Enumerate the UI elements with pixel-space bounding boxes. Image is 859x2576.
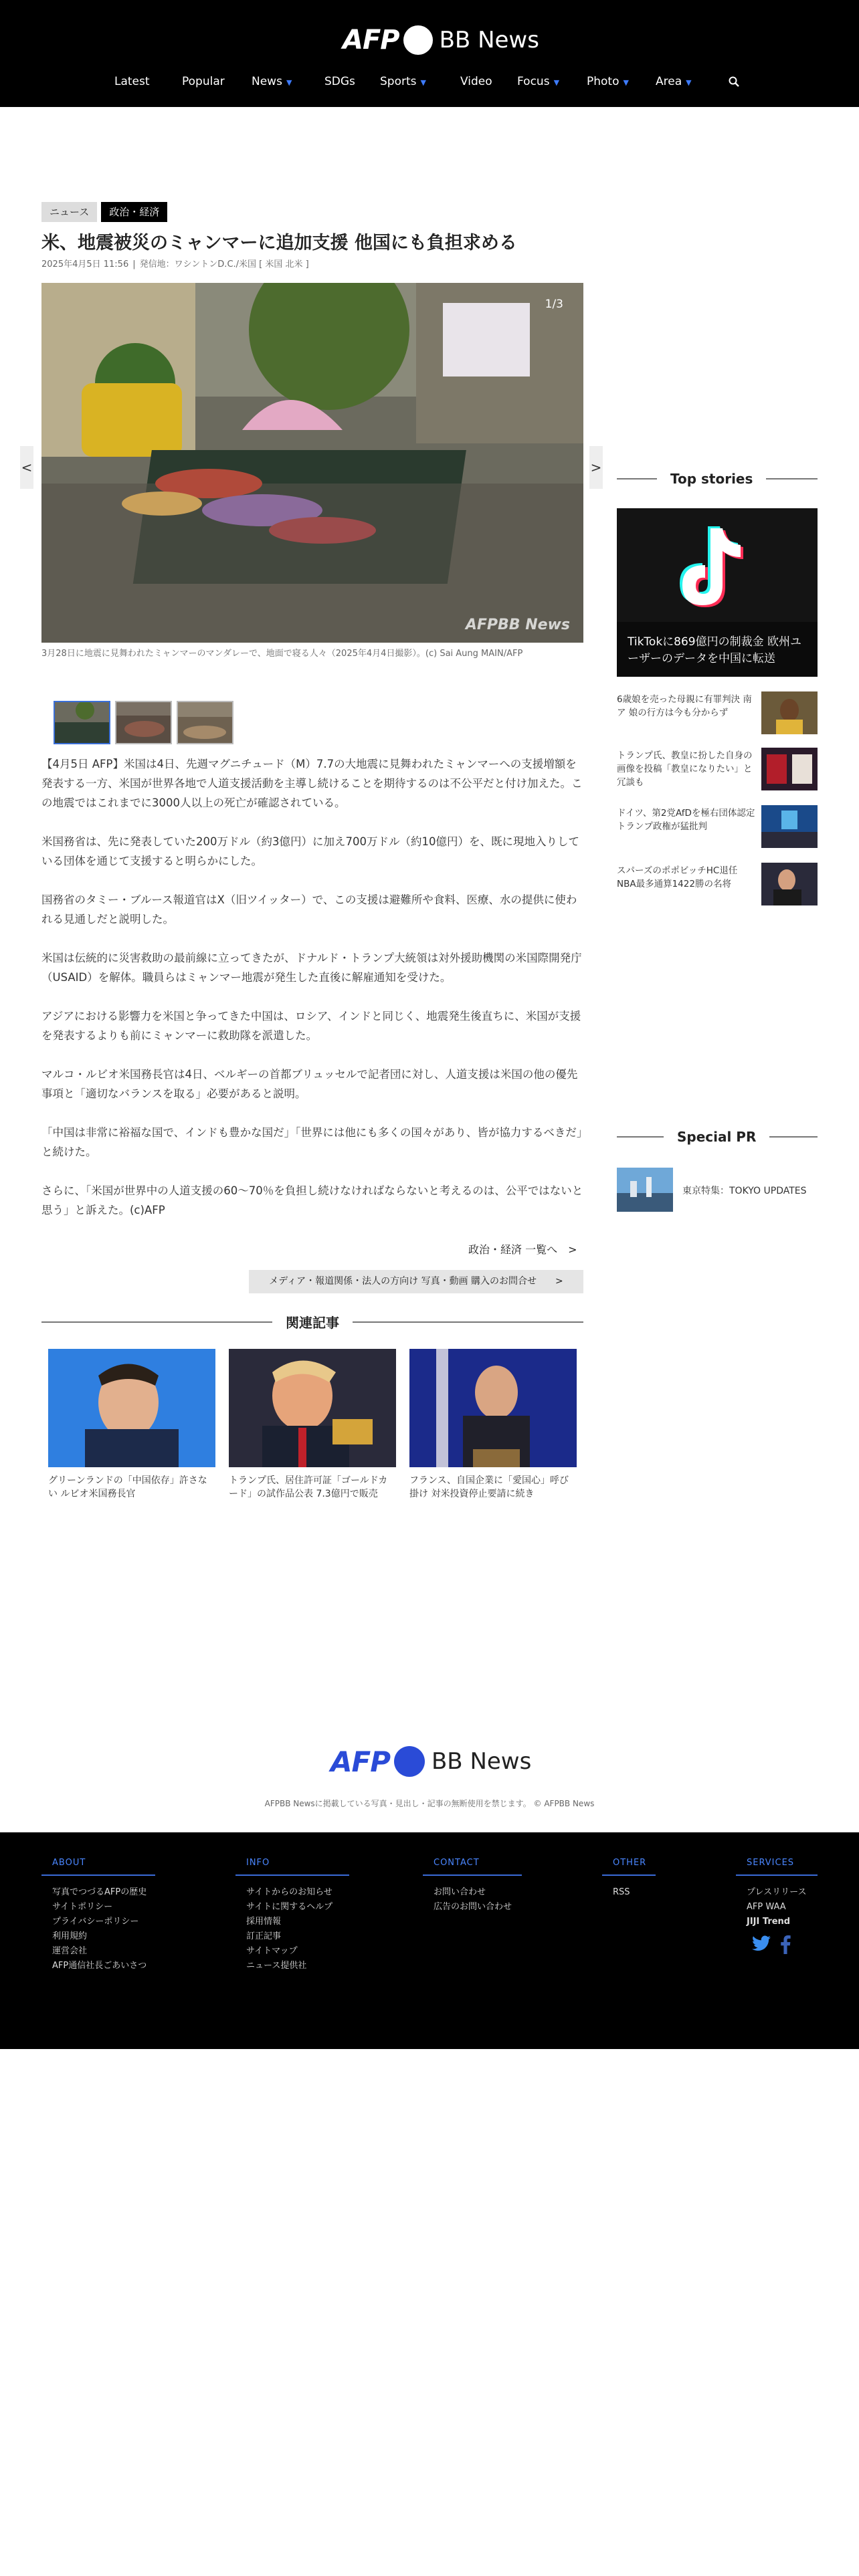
related-item-1[interactable] (48, 1349, 215, 1501)
photo-watermark: AFPBB News (465, 617, 570, 633)
pr-title: 東京特集：TOKYO UPDATES (682, 1186, 807, 1196)
footer-logo-dot-icon (394, 1746, 425, 1777)
social-links (752, 1935, 791, 1954)
special-pr-heading: Special PR (617, 1129, 818, 1145)
footer-link[interactable]: RSS (613, 1887, 630, 1897)
badge-politics[interactable]: 政治・経済 (101, 202, 167, 222)
main-nav (0, 72, 859, 94)
copyright-notice: AFPBB Newsに掲載している写真・見出し・記事の無断使用を禁じます。 © AFPBB News (264, 1799, 595, 1808)
side-story-image (761, 805, 818, 848)
facebook-icon[interactable] (780, 1935, 791, 1954)
nav-area[interactable]: Area ▼ (656, 75, 692, 88)
side-story-title: スパーズのポポビッチHC退任 NBA最多通算1422勝の名将 (617, 865, 738, 889)
footer-link[interactable]: 訂正記事 (246, 1931, 282, 1941)
nav-latest[interactable]: Latest (114, 75, 150, 88)
footer-col-info: INFO サイトからのお知らせ サイトに関するヘルプ 採用情報 訂正記事 サイトマップ ニュース提供社 (235, 1858, 349, 1973)
side-story-3[interactable] (617, 805, 818, 848)
related-image (48, 1349, 215, 1467)
footer-link[interactable]: サイトマップ (246, 1946, 298, 1956)
main-photo[interactable] (41, 283, 583, 643)
article-paragraph: 米国務省は、先に発表していた200万ドル（約3億円）に加え700万ドル（約10億円）を、既に現地入りしている団体を通じて支援すると明らかにした。 (41, 835, 579, 867)
logo-afp-text: AFP (343, 25, 399, 56)
top-story-caption: TikTokに869億円の制裁金 欧州ユーザーのデータを中国に転送 (628, 635, 802, 665)
nav-news[interactable]: News ▼ (252, 75, 292, 88)
related-item-2[interactable] (229, 1349, 396, 1501)
article-body (41, 754, 585, 1239)
nav-photo[interactable]: Photo ▼ (587, 75, 629, 88)
chevron-down-icon: ▼ (286, 78, 292, 87)
footer-link[interactable]: お問い合わせ (434, 1887, 486, 1897)
footer-link[interactable]: 広告のお問い合わせ (434, 1902, 512, 1912)
site-header (0, 0, 859, 107)
street-scene-image (41, 283, 583, 643)
article-paragraph: アジアにおける影響力を米国と争ってきた中国は、ロシア、インドと同じく、地震発生後直ちに、米国が支援を発表するよりも前にミャンマーに救助隊を派遣した。 (41, 1010, 581, 1042)
footer-link[interactable]: AFP WAA (747, 1902, 786, 1912)
thumbnail-3[interactable] (177, 701, 233, 744)
side-story-4[interactable] (617, 863, 818, 905)
footer-col-contact: CONTACT お問い合わせ 広告のお問い合わせ (423, 1858, 522, 1915)
footer-col-about: ABOUT 写真でつづるAFPの歴史 サイトポリシー プライバシーポリシー 利用規約 運営会社 AFP通信社長ごあいさつ (41, 1858, 155, 1973)
logo-dot-icon (403, 25, 433, 55)
footer-link[interactable]: 写真でつづるAFPの歴史 (52, 1887, 147, 1897)
footer-link[interactable]: ニュース提供社 (246, 1961, 307, 1971)
logo-bb-text: BB News (439, 27, 539, 53)
thumbnail-1[interactable] (54, 701, 110, 744)
next-photo-button[interactable]: > (589, 446, 603, 489)
related-image (409, 1349, 577, 1467)
site-footer (0, 1832, 859, 2049)
pr-image (617, 1168, 673, 1212)
side-story-1[interactable] (617, 691, 818, 734)
article-title: 米、地震被災のミャンマーに追加支援 他国にも負担求める (41, 233, 517, 253)
footer-col-other: OTHER RSS (602, 1858, 656, 1900)
side-story-image (761, 691, 818, 734)
footer-col-services: SERVICES プレスリリース AFP WAA JIJI Trend (736, 1858, 818, 1929)
footer-link[interactable]: プレスリリース (747, 1887, 807, 1897)
nav-video[interactable]: Video (460, 75, 492, 88)
footer-link[interactable]: JIJI Trend (747, 1917, 791, 1927)
footer-logo-afp-text: AFP (330, 1745, 390, 1778)
search-icon[interactable] (729, 76, 739, 87)
nav-sdgs[interactable]: SDGs (324, 75, 355, 88)
article-paragraph: 「中国は非常に裕福な国で、インドも豊かな国だ」「世界には他にも多くの国々があり、皆が協力するべきだ」と続けた。 (41, 1126, 583, 1158)
footer-logo[interactable] (330, 1743, 531, 1780)
special-pr-item[interactable] (617, 1168, 818, 1212)
prev-photo-button[interactable]: < (20, 446, 33, 489)
side-story-title: トランプ氏、教皇に扮した自身の画像を投稿「教皇になりたい」と冗談も (617, 750, 753, 788)
chevron-down-icon: ▼ (553, 78, 560, 87)
related-item-3[interactable] (409, 1349, 577, 1501)
twitter-icon[interactable] (752, 1935, 771, 1951)
footer-link[interactable]: 採用情報 (246, 1917, 282, 1927)
related-title: フランス、自国企業に「愛国心」呼び掛け 対米投資停止要請に続き (409, 1475, 569, 1499)
category-list-link[interactable]: 政治・経済 一覧へ > (468, 1243, 577, 1256)
side-story-title: ドイツ、第2党AfDを極右団体認定 トランプ政権が猛批判 (617, 808, 755, 832)
article-paragraph: 米国は伝統的に災害救助の最前線に立ってきたが、ドナルド・トランプ大統領は対外援助機関の米国際開発庁（USAID）を解体。職員らはミャンマー地震が発生した直後に解雇通知を受けた。 (41, 952, 582, 984)
site-logo[interactable] (343, 23, 539, 58)
badge-news[interactable]: ニュース (41, 202, 97, 222)
related-title: トランプ氏、居住許可証「ゴールドカード」の試作品公表 7.3億円で販売 (229, 1475, 388, 1499)
nav-sports[interactable]: Sports ▼ (380, 75, 426, 88)
article-paragraph: マルコ・ルビオ米国務長官は4日、ベルギーの首都ブリュッセルで記者団に対し、人道支援は米国の他の優先事項と「適切なバランスを取る」必要があると説明。 (41, 1068, 578, 1100)
footer-link[interactable]: 運営会社 (52, 1946, 88, 1956)
chevron-down-icon: ▼ (686, 78, 692, 87)
side-story-2[interactable] (617, 748, 818, 790)
nav-popular[interactable]: Popular (182, 75, 225, 88)
thumbnail-2[interactable] (115, 701, 172, 744)
article-paragraph: 【4月5日 AFP】米国は4日、先週マグニチュード（M）7.7の大地震に見舞われたミャンマーへの支援増額を発表する一方、米国が世界各地で人道支援活動を主導し続けることを期待するのは不公平だと付け加えた。この地震ではこれまでに3000人以上の死亡が確認されている。 (41, 758, 583, 809)
footer-link[interactable]: プライバシーポリシー (52, 1917, 139, 1927)
photo-caption: 3月28日に地震に見舞われたミャンマーのマンダレーで、地面で寝る人々（2025年4月4日撮影）。(c) Sai Aung MAIN/AFP (41, 649, 523, 659)
footer-link[interactable]: AFP通信社長ごあいさつ (52, 1961, 147, 1971)
side-story-image (761, 748, 818, 790)
photo-thumbnails (54, 701, 233, 744)
top-story-card[interactable] (617, 508, 818, 677)
chevron-down-icon: ▼ (623, 78, 629, 87)
footer-link[interactable]: サイトに関するヘルプ (246, 1902, 333, 1912)
related-heading: 関連記事 (41, 1312, 583, 1331)
related-title: グリーンランドの「中国依存」許さない ルビオ米国務長官 (48, 1475, 207, 1499)
article-paragraph: 国務省のタミー・ブルース報道官はX（旧ツイッター）で、この支援は避難所や食料、医療、水の提供に使われる見通しだと説明した。 (41, 893, 577, 926)
article-paragraph: さらに、「米国が世界中の人道支援の60～70％を負担し続けなければならないと考えるのは、公平ではないと思う」と訴えた。(c)AFP (41, 1184, 583, 1216)
related-image (229, 1349, 396, 1467)
media-inquiry-button[interactable]: メディア・報道関係・法人の方向け 写真・動画 購入のお問合せ > (249, 1270, 583, 1293)
footer-logo-bb-text: BB News (431, 1748, 532, 1775)
article-date: 2025年4月5日 11:56 (41, 259, 129, 270)
side-story-image (761, 863, 818, 905)
chevron-down-icon: ▼ (420, 78, 426, 87)
footer-link[interactable]: サイトからのお知らせ (246, 1887, 332, 1897)
article-location: 発信地：ワシントンD.C./米国 [ 米国 北米 ] (139, 259, 309, 270)
article-meta: 2025年4月5日 11:56 | 発信地：ワシントンD.C./米国 [ 米国 北米 ] (41, 259, 309, 270)
top-stories-heading: Top stories (617, 471, 818, 487)
nav-focus[interactable]: Focus ▼ (517, 75, 560, 88)
photo-counter: 1/3 (545, 298, 563, 311)
side-story-title: 6歳娘を売った母親に有罪判決 南ア 娘の行方は今も分からず (617, 694, 752, 718)
footer-link[interactable]: 利用規約 (52, 1931, 88, 1941)
category-badges (41, 202, 167, 222)
footer-link[interactable]: サイトポリシー (52, 1902, 113, 1912)
